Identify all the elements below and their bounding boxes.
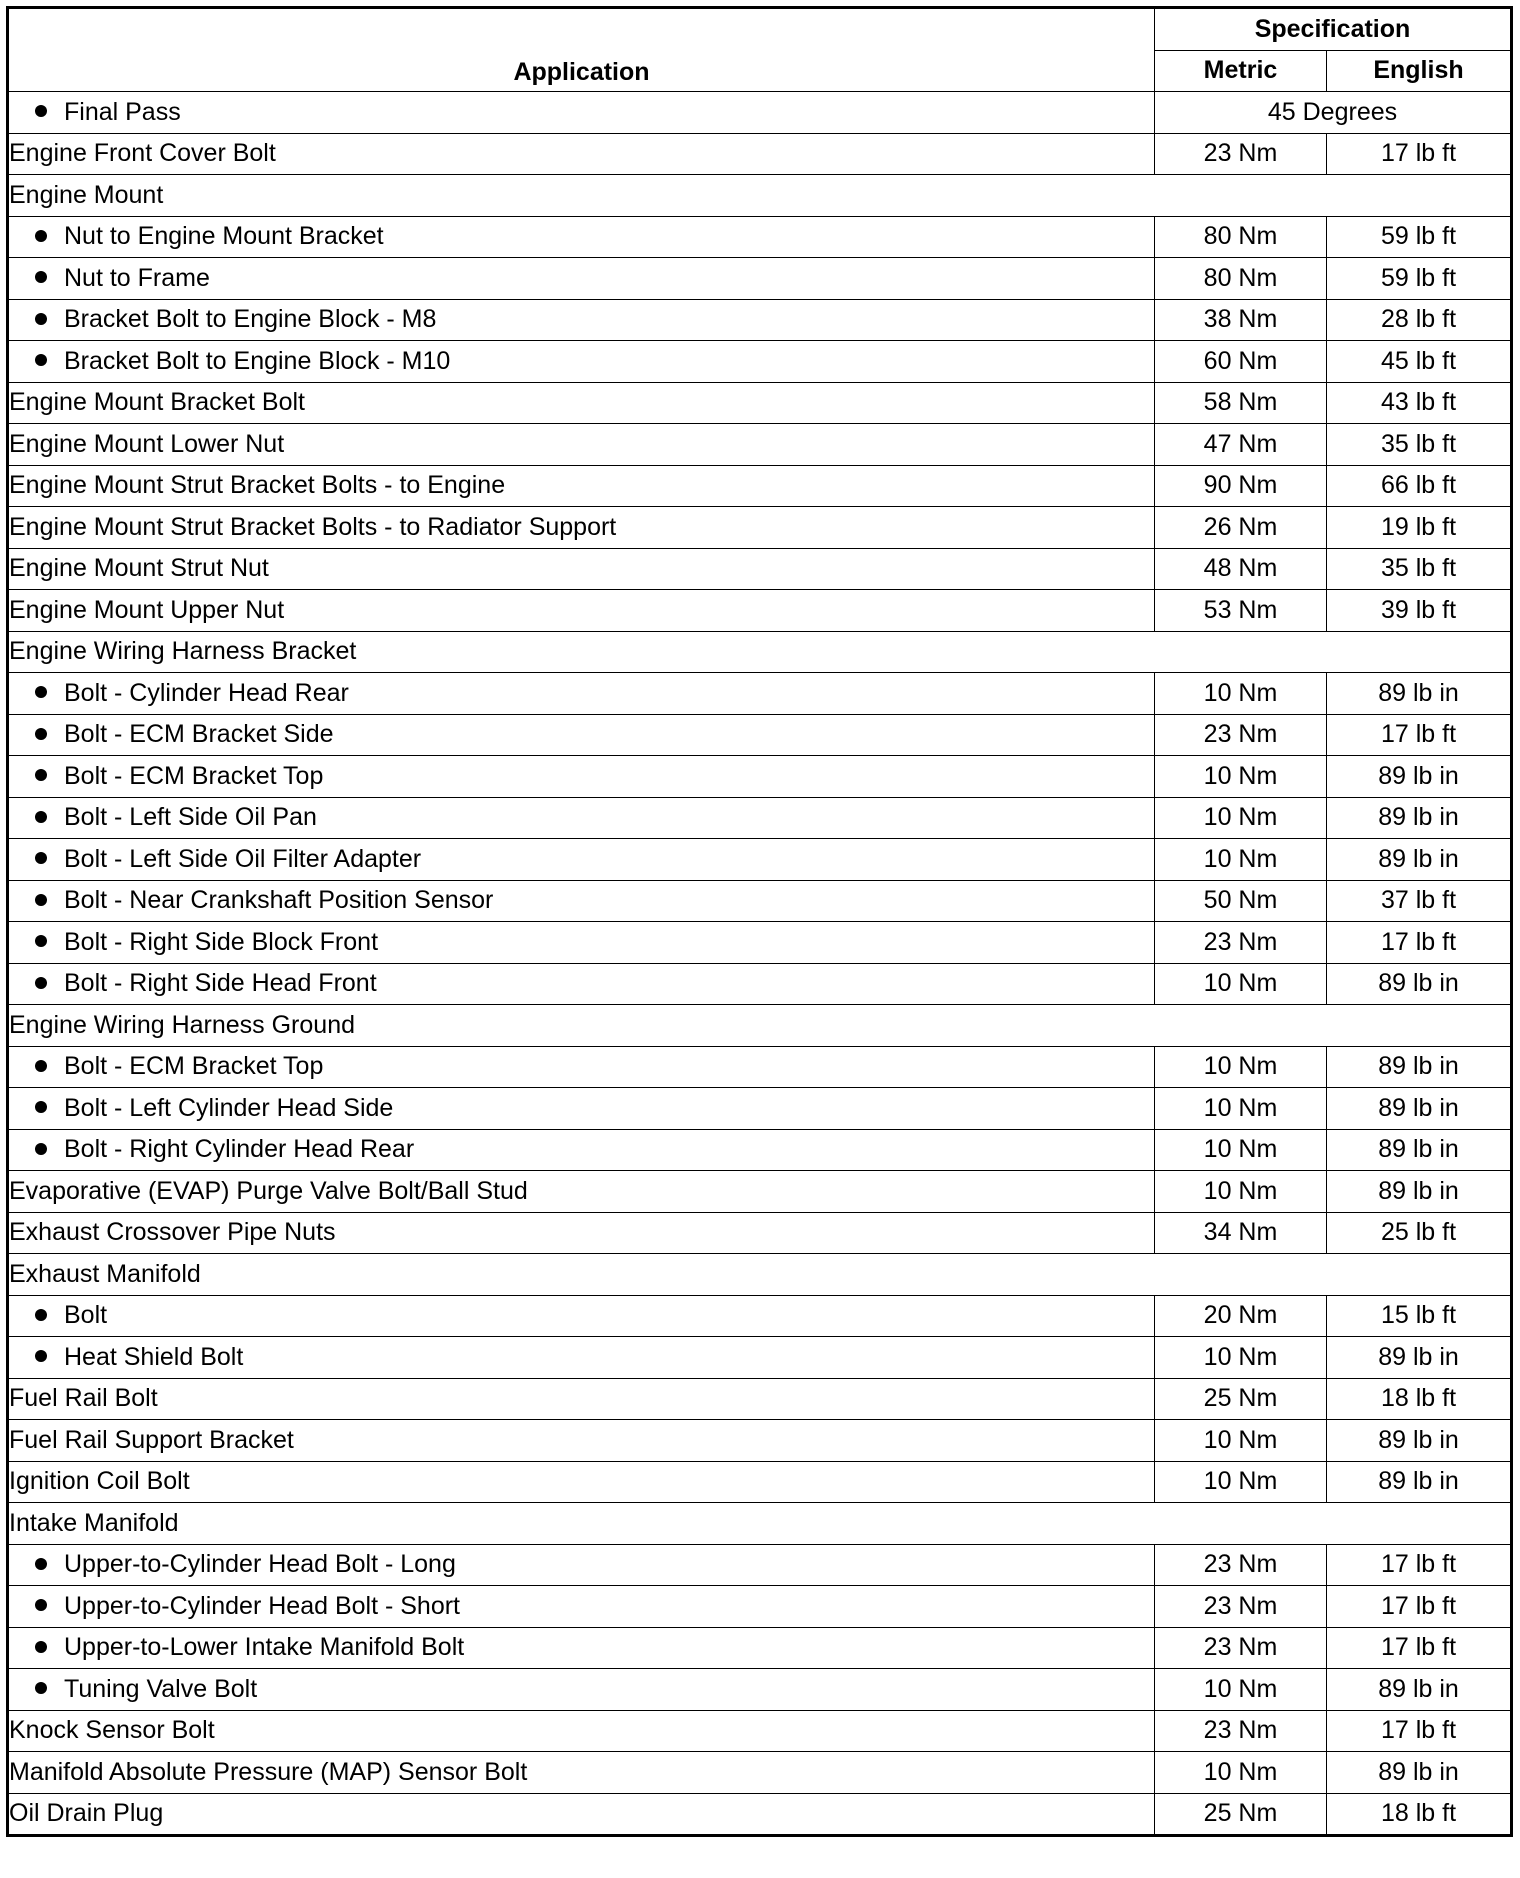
application-label: Engine Mount Strut Nut [9,554,269,583]
torque-spec-table [6,6,1513,1837]
english-value-cell: 89 lb in [1327,756,1512,798]
application-label: Bolt - ECM Bracket Top [64,761,324,790]
table-row [8,1669,1512,1711]
english-value-cell: 89 lb in [1327,1088,1512,1130]
table-row [8,216,1512,258]
application-label: Bolt [64,1301,108,1330]
table-row [8,465,1512,507]
table-row [8,382,1512,424]
english-value-cell: 66 lb ft [1327,465,1512,507]
english-value-cell: 89 lb in [1327,673,1512,715]
english-header: English [1327,50,1512,92]
table-row [8,1586,1512,1628]
application-cell [8,175,1512,217]
metric-value-cell: 80 Nm [1155,216,1327,258]
spec-sheet [6,6,1510,1837]
english-value-cell: 89 lb in [1327,1669,1512,1711]
english-value-cell: 89 lb in [1327,1337,1512,1379]
application-label: Upper-to-Lower Intake Manifold Bolt [64,1633,465,1662]
table-row [8,507,1512,549]
bullet-icon [35,1558,47,1570]
english-value-cell: 89 lb in [1327,797,1512,839]
english-value-cell: 35 lb ft [1327,548,1512,590]
bullet-icon [35,894,47,906]
application-cell [8,1544,1155,1586]
application-label: Ignition Coil Bolt [9,1467,190,1496]
application-cell [8,1337,1155,1379]
application-cell [8,465,1155,507]
application-label: Bolt - ECM Bracket Side [64,720,334,749]
metric-value-cell: 23 Nm [1155,714,1327,756]
metric-value-cell: 10 Nm [1155,756,1327,798]
table-row [8,1752,1512,1794]
table-row [8,133,1512,175]
application-cell [8,1586,1155,1628]
metric-value-cell: 23 Nm [1155,133,1327,175]
metric-value-cell: 50 Nm [1155,880,1327,922]
application-label: Bracket Bolt to Engine Block - M10 [64,346,451,375]
english-value-cell: 17 lb ft [1327,133,1512,175]
table-row [8,1046,1512,1088]
metric-value-cell: 23 Nm [1155,1586,1327,1628]
application-label: Engine Mount Strut Bracket Bolts - to Engine [9,471,506,500]
metric-value-cell: 10 Nm [1155,839,1327,881]
table-row [8,1503,1512,1545]
table-row [8,424,1512,466]
application-cell [8,756,1155,798]
table-row [8,1461,1512,1503]
bullet-icon [35,1060,47,1072]
table-row [8,1627,1512,1669]
application-cell [8,631,1512,673]
application-cell [8,714,1155,756]
application-label: Bolt - Right Side Block Front [64,927,379,956]
application-cell [8,1710,1155,1752]
application-label: Engine Mount Strut Bracket Bolts - to Radiator Support [9,512,617,541]
english-value-cell: 43 lb ft [1327,382,1512,424]
application-cell [8,216,1155,258]
metric-value-cell: 10 Nm [1155,963,1327,1005]
table-row [8,1212,1512,1254]
bullet-icon [35,728,47,740]
application-cell [8,1005,1512,1047]
table-row [8,963,1512,1005]
bullet-icon [35,686,47,698]
table-row [8,1544,1512,1586]
application-cell [8,1171,1155,1213]
header-row-top [8,8,1512,51]
application-label: Engine Front Cover Bolt [9,139,276,168]
english-value-cell: 89 lb in [1327,1171,1512,1213]
bullet-icon [35,1101,47,1113]
english-value-cell: 17 lb ft [1327,1627,1512,1669]
table-row [8,299,1512,341]
metric-value-cell: 20 Nm [1155,1295,1327,1337]
application-label: Bolt - Left Cylinder Head Side [64,1093,394,1122]
table-body [8,92,1512,1836]
bullet-icon [35,852,47,864]
application-label: Knock Sensor Bolt [9,1716,215,1745]
table-row [8,548,1512,590]
application-cell [8,1088,1155,1130]
english-value-cell: 17 lb ft [1327,1586,1512,1628]
english-value-cell: 89 lb in [1327,1129,1512,1171]
application-cell [8,1752,1155,1794]
application-label: Fuel Rail Bolt [9,1384,158,1413]
application-cell [8,1627,1155,1669]
application-cell [8,1793,1155,1836]
specification-header: Specification [1155,8,1512,51]
english-value-cell: 17 lb ft [1327,714,1512,756]
application-cell [8,1461,1155,1503]
application-cell [8,382,1155,424]
application-label: Oil Drain Plug [9,1799,164,1828]
english-value-cell: 59 lb ft [1327,258,1512,300]
english-value-cell: 17 lb ft [1327,922,1512,964]
bullet-icon [35,1641,47,1653]
table-row [8,756,1512,798]
metric-value-cell: 60 Nm [1155,341,1327,383]
english-value-cell: 37 lb ft [1327,880,1512,922]
english-value-cell: 19 lb ft [1327,507,1512,549]
application-label: Engine Wiring Harness Ground [9,1010,355,1039]
metric-value-cell: 53 Nm [1155,590,1327,632]
bullet-icon [35,271,47,283]
table-row [8,175,1512,217]
bullet-icon [35,1309,47,1321]
table-row [8,341,1512,383]
metric-value-cell: 10 Nm [1155,797,1327,839]
application-cell [8,1378,1155,1420]
application-cell [8,341,1155,383]
table-row [8,714,1512,756]
metric-value-cell: 25 Nm [1155,1793,1327,1836]
english-value-cell: 39 lb ft [1327,590,1512,632]
table-row [8,1171,1512,1213]
application-label: Evaporative (EVAP) Purge Valve Bolt/Ball Stud [9,1176,528,1205]
english-value-cell: 17 lb ft [1327,1544,1512,1586]
application-cell [8,1295,1155,1337]
english-value-cell: 25 lb ft [1327,1212,1512,1254]
application-cell [8,1669,1155,1711]
table-row [8,797,1512,839]
table-row [8,1793,1512,1836]
english-value-cell: 59 lb ft [1327,216,1512,258]
application-cell [8,258,1155,300]
metric-value-cell: 47 Nm [1155,424,1327,466]
table-row [8,1295,1512,1337]
application-label: Bolt - ECM Bracket Top [64,1052,324,1081]
application-cell [8,548,1155,590]
english-value-cell: 89 lb in [1327,1420,1512,1462]
application-label: Upper-to-Cylinder Head Bolt - Short [64,1591,460,1620]
table-row [8,258,1512,300]
english-value-cell: 35 lb ft [1327,424,1512,466]
table-row [8,1088,1512,1130]
bullet-icon [35,935,47,947]
bullet-icon [35,811,47,823]
metric-value-cell: 23 Nm [1155,1710,1327,1752]
application-label: Manifold Absolute Pressure (MAP) Sensor Bolt [9,1757,528,1786]
application-header: Application [8,8,1155,92]
table-row [8,880,1512,922]
application-label: Engine Mount [9,180,164,209]
metric-value-cell: 10 Nm [1155,1129,1327,1171]
table-row [8,1005,1512,1047]
application-label: Engine Mount Upper Nut [9,595,285,624]
metric-value-cell: 23 Nm [1155,1627,1327,1669]
table-row [8,673,1512,715]
english-value-cell: 17 lb ft [1327,1710,1512,1752]
metric-value-cell: 10 Nm [1155,1752,1327,1794]
table-row [8,92,1512,134]
application-cell [8,673,1155,715]
english-value-cell: 15 lb ft [1327,1295,1512,1337]
application-label: Nut to Frame [64,263,210,292]
metric-value-cell: 10 Nm [1155,1171,1327,1213]
application-cell [8,590,1155,632]
table-row [8,590,1512,632]
table-row [8,1420,1512,1462]
english-value-cell: 89 lb in [1327,1461,1512,1503]
metric-value-cell: 48 Nm [1155,548,1327,590]
bullet-icon [35,354,47,366]
application-cell [8,1254,1512,1296]
application-cell [8,880,1155,922]
table-row [8,1337,1512,1379]
metric-value-cell: 10 Nm [1155,1337,1327,1379]
metric-value-cell: 23 Nm [1155,1544,1327,1586]
application-cell [8,922,1155,964]
application-label: Bolt - Near Crankshaft Position Sensor [64,886,494,915]
bullet-icon [35,977,47,989]
metric-value-cell: 38 Nm [1155,299,1327,341]
application-label: Heat Shield Bolt [64,1342,244,1371]
application-label: Engine Mount Bracket Bolt [9,388,305,417]
application-label: Bolt - Right Cylinder Head Rear [64,1135,415,1164]
metric-value-cell: 10 Nm [1155,673,1327,715]
english-value-cell: 89 lb in [1327,1046,1512,1088]
metric-value-cell: 90 Nm [1155,465,1327,507]
metric-value-cell: 34 Nm [1155,1212,1327,1254]
application-cell [8,1212,1155,1254]
application-label: Bolt - Right Side Head Front [64,969,377,998]
metric-value-cell: 10 Nm [1155,1420,1327,1462]
application-label: Exhaust Manifold [9,1259,201,1288]
bullet-icon [35,1350,47,1362]
english-value-cell: 45 lb ft [1327,341,1512,383]
application-cell [8,424,1155,466]
table-row [8,1129,1512,1171]
bullet-icon [35,313,47,325]
application-cell [8,797,1155,839]
bullet-icon [35,105,47,117]
english-value-cell: 28 lb ft [1327,299,1512,341]
application-cell [8,1503,1512,1545]
application-cell [8,1046,1155,1088]
metric-value-cell: 10 Nm [1155,1088,1327,1130]
application-label: Bolt - Cylinder Head Rear [64,678,349,707]
application-label: Final Pass [64,97,181,126]
application-label: Fuel Rail Support Bracket [9,1425,294,1454]
application-label: Bolt - Left Side Oil Filter Adapter [64,844,422,873]
application-cell [8,1129,1155,1171]
metric-header: Metric [1155,50,1327,92]
metric-value-cell: 26 Nm [1155,507,1327,549]
table-row [8,839,1512,881]
bullet-icon [35,769,47,781]
application-label: Bracket Bolt to Engine Block - M8 [64,305,437,334]
table-row [8,631,1512,673]
metric-value-cell: 10 Nm [1155,1669,1327,1711]
english-value-cell: 18 lb ft [1327,1378,1512,1420]
english-value-cell: 89 lb in [1327,963,1512,1005]
english-value-cell: 89 lb in [1327,839,1512,881]
metric-value-cell: 10 Nm [1155,1046,1327,1088]
table-row [8,1378,1512,1420]
application-label: Intake Manifold [9,1508,179,1537]
application-cell [8,507,1155,549]
application-label: Nut to Engine Mount Bracket [64,222,384,251]
application-label: Upper-to-Cylinder Head Bolt - Long [64,1550,456,1579]
metric-value-cell: 10 Nm [1155,1461,1327,1503]
application-cell [8,963,1155,1005]
bullet-icon [35,1599,47,1611]
application-cell [8,133,1155,175]
application-cell [8,1420,1155,1462]
metric-value-cell: 23 Nm [1155,922,1327,964]
bullet-icon [35,1143,47,1155]
bullet-icon [35,1682,47,1694]
application-cell [8,299,1155,341]
application-cell [8,92,1155,134]
application-label: Tuning Valve Bolt [64,1674,258,1703]
application-cell [8,839,1155,881]
application-label: Bolt - Left Side Oil Pan [64,803,317,832]
application-label: Engine Mount Lower Nut [9,429,285,458]
metric-value-cell: 25 Nm [1155,1378,1327,1420]
table-row [8,922,1512,964]
table-row [8,1710,1512,1752]
metric-value-cell: 58 Nm [1155,382,1327,424]
specification-value-cell: 45 Degrees [1155,92,1512,134]
bullet-icon [35,230,47,242]
application-label: Exhaust Crossover Pipe Nuts [9,1218,336,1247]
application-label: Engine Wiring Harness Bracket [9,637,357,666]
table-header [8,8,1512,92]
metric-value-cell: 80 Nm [1155,258,1327,300]
table-row [8,1254,1512,1296]
english-value-cell: 18 lb ft [1327,1793,1512,1836]
english-value-cell: 89 lb in [1327,1752,1512,1794]
